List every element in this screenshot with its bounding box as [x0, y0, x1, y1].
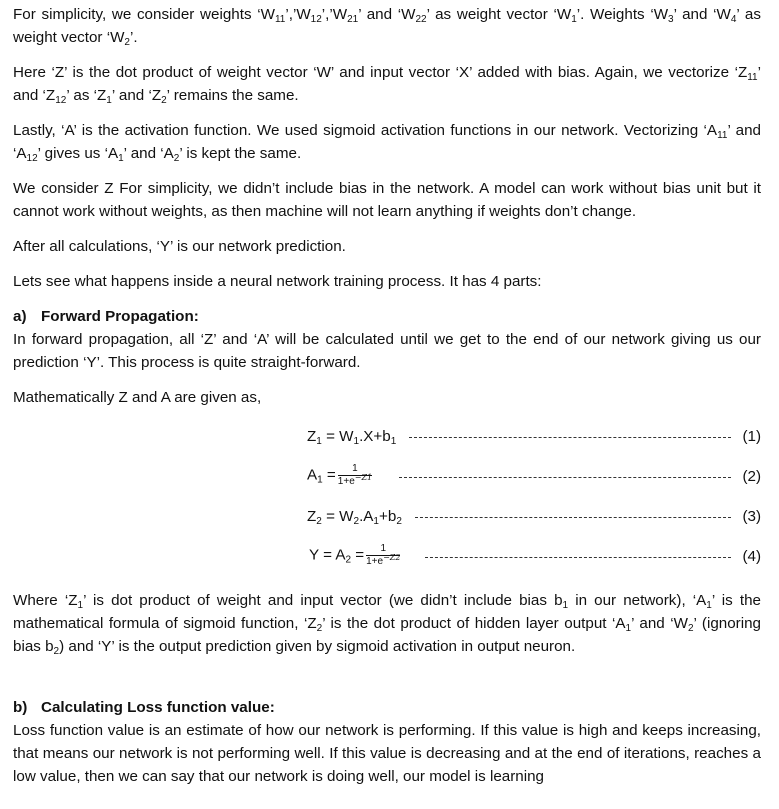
document-page [13, 3, 761, 800]
paragraph-loss-function: Loss function value is an estimate of how our network is performing. If this value is high and keeps increasing, that means our network is not performing well. If this value is decreasing and at the end of iterations, reaches a low value, then we can say that our network is doing well, our model is learning [13, 722, 761, 785]
equation-2: $A_1$ = $\frac{1}{1+e^{-Z1}}$ (2) [307, 463, 761, 487]
heading-loss-function: b) Calculating Loss function value: [13, 699, 275, 716]
fraction-sigmoid-1: $\frac{1}{1+e^{-Z1}}$ [337, 463, 373, 487]
paragraph-four-parts: Lets see what happens inside a neural network training process. It has 4 parts: [13, 273, 542, 290]
equation-number-1: (1) [742, 428, 761, 445]
equation-4: $Y = A_2$ = $\frac{1}{1+e^{-Z2}}$ (4) [309, 543, 761, 567]
paragraph-activation: Lastly, ‘A’ is the activation function. We used sigmoid activation functions in our network. Vectorizing ‘$A_{11}$’ and ‘$A_{12}$’ gives us ‘$A_1$’ and ‘$A_2$’ is kept the same. [13, 122, 761, 164]
paragraph-z-definition: Here ‘Z’ is the dot product of weight vector ‘W’ and input vector ‘X’ added with bias. Again, we vectorize ‘$Z_{11}$’ and ‘$Z_{12}$’ as ‘$Z_1$’ and ‘$Z_2$’ remains the same. [13, 64, 761, 106]
equation-3: $Z_2 = W_2.A_1+b_2$ (3) [13, 501, 761, 541]
heading-forward-propagation: a) Forward Propagation: [13, 308, 199, 325]
paragraph-forward-propagation: In forward propagation, all ‘Z’ and ‘A’ will be calculated until we get to the end of our network giving us our prediction ‘Y’. This process is quite straight-forward. [13, 331, 761, 371]
paragraph-mathematically: Mathematically Z and A are given as, [13, 389, 262, 406]
paragraph-where: Where ‘$Z_1$’ is dot product of weight and input vector (we didn’t include bias $b_1$ in our network), ‘$A_1$’ is the mathematical formula of sigmoid function, ‘$Z_2$’ is the dot product of hidden layer output ‘$A_1$’ and ‘$W_2$’ (ignoring bias $b_2$) and ‘Y’ is the output prediction given by sigmoid activation in output neuron. [13, 592, 761, 657]
fraction-sigmoid-2: $\frac{1}{1+e^{-Z2}}$ [366, 543, 401, 567]
equation-number-3: (3) [742, 508, 761, 525]
equation-number-2: (2) [742, 468, 761, 485]
paragraph-prediction: After all calculations, ‘Y’ is our network prediction. [13, 238, 346, 255]
equation-number-4: (4) [742, 548, 761, 565]
paragraph-bias: We consider Z For simplicity, we didn’t include bias in the network. A model can work without bias unit but it cannot work without weights, as then machine will not learn anything if weights don’t change. [13, 180, 761, 220]
equation-1: $Z_1 = W_1.X+b_1$ (1) [13, 421, 761, 461]
paragraph-weights: For simplicity, we consider weights ‘$W_{11}’,’W_{12}’,’W_{21}$’ and ‘$W_{22}$’ as weight vector ‘$W_1$’. Weights ‘$W_3$’ and ‘$W_4$’ as weight vector ‘$W_2$’. [13, 6, 761, 48]
equations-block [13, 421, 761, 581]
